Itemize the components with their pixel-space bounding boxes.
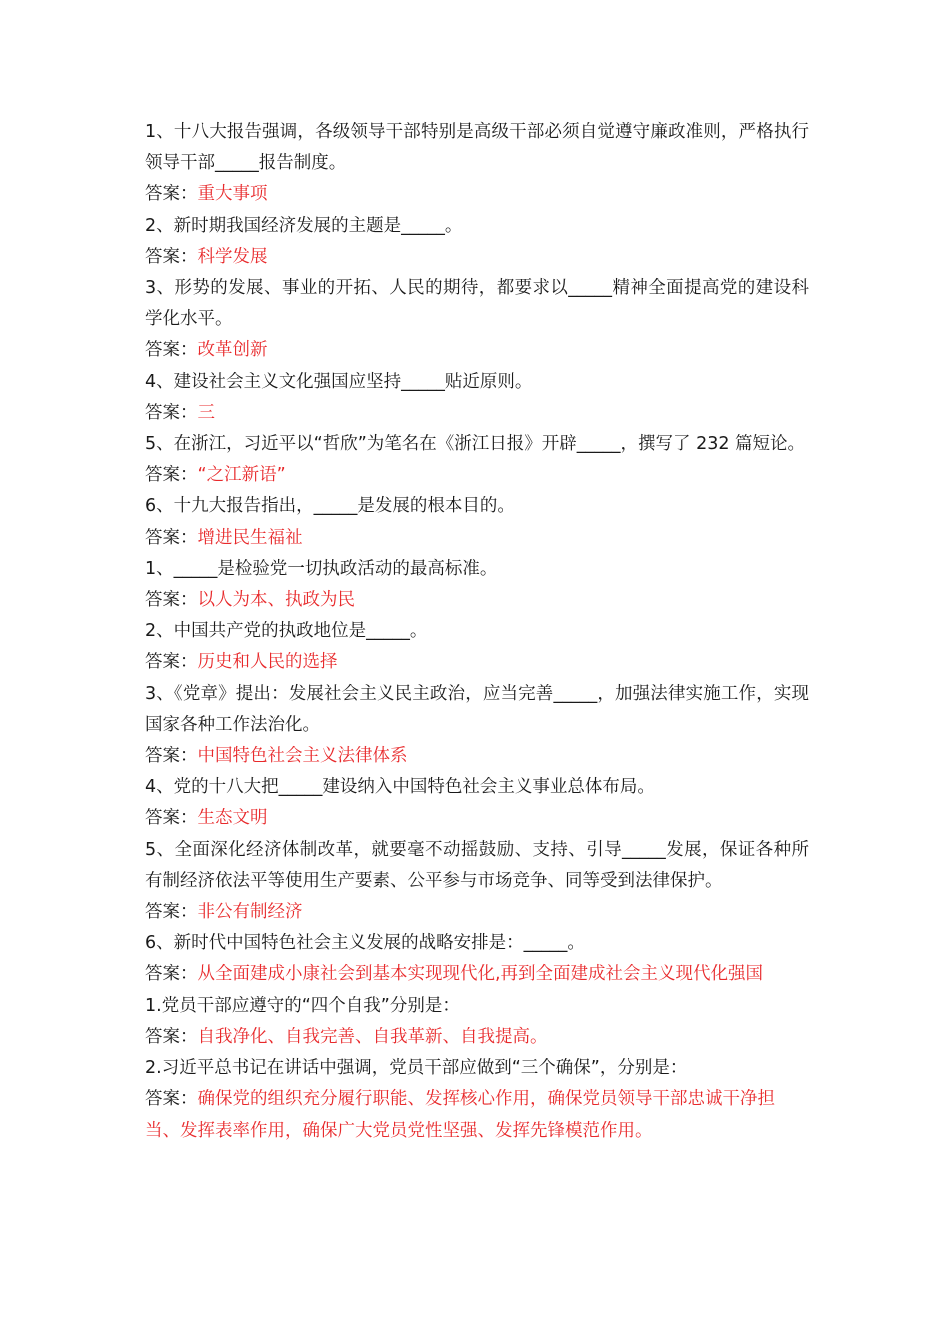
answer-text: 非公有制经济 — [197, 902, 303, 923]
qa-item — [145, 273, 809, 367]
answer-text: 改革创新 — [197, 340, 268, 361]
answer-label: 答案： — [145, 246, 198, 267]
answer-text: “之江新语” — [197, 465, 286, 486]
answer-line — [145, 1022, 809, 1053]
question-text: 2.习近平总书记在讲话中强调，党员干部应做到“三个确保”，分别是： — [145, 1058, 688, 1079]
answer-line — [145, 959, 809, 990]
qa-item — [145, 991, 809, 1053]
question-text: 3、形势的发展、事业的开拓、人民的期待，都要求以_____精神全面提高党的建设科学化水平。 — [145, 278, 809, 330]
answer-line — [145, 803, 809, 834]
question-text: 6、十九大报告指出，_____是发展的根本目的。 — [145, 496, 515, 517]
answer-label: 答案： — [145, 902, 198, 923]
qa-item — [145, 835, 809, 929]
answer-line — [145, 647, 809, 678]
question-text: 5、全面深化经济体制改革，就要毫不动摇鼓励、支持、引导_____发展，保证各种所有制经济依法平等使用生产要素、公平参与市场竞争、同等受到法律保护。 — [145, 839, 809, 891]
qa-item — [145, 1053, 809, 1147]
question-text: 2、新时期我国经济发展的主题是_____。 — [145, 215, 463, 236]
answer-line — [145, 242, 809, 273]
question-text: 1、_____是检验党一切执政活动的最高标准。 — [145, 558, 498, 579]
answer-text: 确保党的组织充分履行职能、发挥核心作用，确保党员领导干部忠诚干净担当、发挥表率作用，确保广大党员党性坚强、发挥先锋模范作用。 — [145, 1089, 775, 1141]
answer-line — [145, 897, 809, 928]
answer-label: 答案： — [145, 1026, 198, 1047]
answer-label: 答案： — [145, 746, 198, 767]
question-text: 1、十八大报告强调，各级领导干部特别是高级干部必须自觉遵守廉政准则，严格执行领导干部_____报告制度。 — [145, 122, 809, 174]
answer-label: 答案： — [145, 184, 198, 205]
answer-text: 历史和人民的选择 — [197, 652, 338, 673]
question-text: 4、建设社会主义文化强国应坚持_____贴近原则。 — [145, 371, 533, 392]
answer-text: 从全面建成小康社会到基本实现现代化,再到全面建成社会主义现代化强国 — [197, 964, 764, 985]
qa-item — [145, 211, 809, 273]
answer-text: 三 — [197, 402, 215, 423]
question-text: 6、新时代中国特色社会主义发展的战略安排是：_____。 — [145, 933, 585, 954]
qa-item — [145, 772, 809, 834]
answer-text: 中国特色社会主义法律体系 — [197, 746, 408, 767]
answer-label: 答案： — [145, 964, 198, 985]
answer-line — [145, 398, 809, 429]
answer-line — [145, 335, 809, 366]
answer-line — [145, 1084, 809, 1146]
answer-line — [145, 585, 809, 616]
answer-text: 以人为本、执政为民 — [197, 590, 355, 611]
qa-item — [145, 928, 809, 990]
answer-line — [145, 741, 809, 772]
answer-label: 答案： — [145, 527, 198, 548]
answer-text: 自我净化、自我完善、自我革新、自我提高。 — [197, 1026, 548, 1047]
answer-text: 生态文明 — [197, 808, 268, 829]
document-body — [145, 117, 809, 1147]
answer-label: 答案： — [145, 1089, 198, 1110]
question-text: 4、党的十八大把_____建设纳入中国特色社会主义事业总体布局。 — [145, 777, 655, 798]
answer-label: 答案： — [145, 590, 198, 611]
answer-label: 答案： — [145, 340, 198, 361]
answer-text: 增进民生福祉 — [197, 527, 303, 548]
answer-label: 答案： — [145, 402, 198, 423]
qa-item — [145, 616, 809, 678]
answer-label: 答案： — [145, 808, 198, 829]
question-text: 2、中国共产党的执政地位是_____。 — [145, 621, 428, 642]
qa-item — [145, 117, 809, 211]
qa-item — [145, 554, 809, 616]
qa-item — [145, 679, 809, 773]
answer-label: 答案： — [145, 652, 198, 673]
question-text: 5、在浙江，习近平以“哲欣”为笔名在《浙江日报》开辟_____，撰写了 232 篇短论。 — [145, 434, 806, 455]
answer-label: 答案： — [145, 465, 198, 486]
qa-item — [145, 367, 809, 429]
question-text: 1.党员干部应遵守的“四个自我”分别是： — [145, 995, 460, 1016]
answer-line — [145, 179, 809, 210]
answer-text: 科学发展 — [197, 246, 268, 267]
answer-line — [145, 523, 809, 554]
answer-text: 重大事项 — [197, 184, 268, 205]
question-text: 3、《党章》提出：发展社会主义民主政治，应当完善_____，加强法律实施工作，实现国家各种工作法治化。 — [145, 683, 809, 735]
qa-item — [145, 429, 809, 491]
answer-line — [145, 460, 809, 491]
qa-item — [145, 491, 809, 553]
